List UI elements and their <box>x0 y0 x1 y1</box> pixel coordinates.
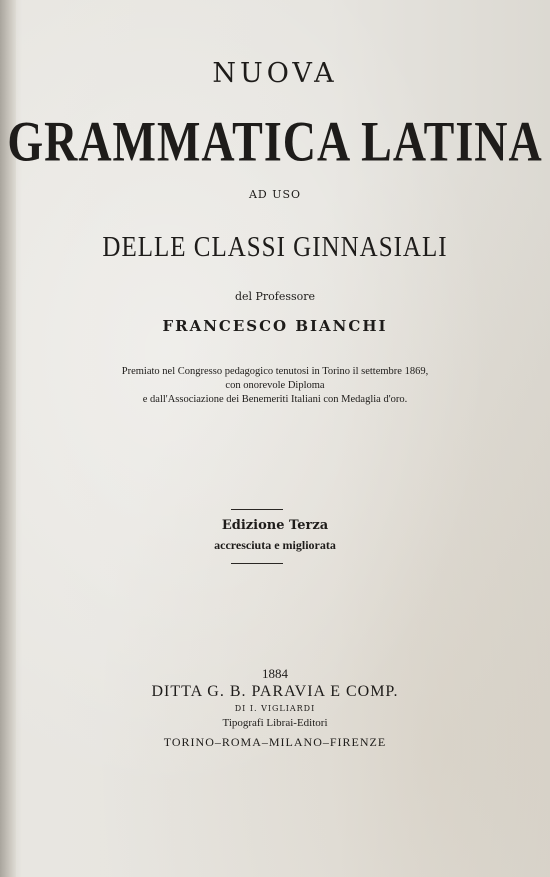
del-professore-text: del Professore <box>234 290 316 303</box>
award-line-2: con onorevole Diploma <box>225 380 325 391</box>
publisher-cities: TORINO–ROMA–MILANO–FIRENZE <box>163 735 387 749</box>
publisher-note: DI I. VIGLIARDI <box>234 704 316 713</box>
divider-bottom <box>231 563 283 564</box>
title-line-nuova: NUOVA <box>212 58 338 89</box>
divider-top <box>231 509 283 510</box>
publisher-role: Tipografi Librai-Editori <box>222 717 328 729</box>
publication-year: 1884 <box>262 666 288 681</box>
edition-note: accresciuta e migliorata <box>214 538 336 552</box>
publisher-name: DITTA G. B. PARAVIA E COMP. <box>151 683 399 700</box>
main-title: GRAMMATICA LATINA <box>7 109 543 173</box>
edition-text: Edizione Terza <box>221 518 329 533</box>
author-name: FRANCESCO BIANCHI <box>162 317 388 335</box>
award-line-1: Premiato nel Congresso pedagogico tenutosi in Torino il settembre 1869, <box>121 366 429 377</box>
award-line-3: e dall'Associazione dei Benemeriti Italiani con Medaglia d'oro. <box>142 394 408 405</box>
ad-uso-text: AD USO <box>248 188 302 201</box>
subtitle: DELLE CLASSI GINNASIALI <box>102 232 448 264</box>
